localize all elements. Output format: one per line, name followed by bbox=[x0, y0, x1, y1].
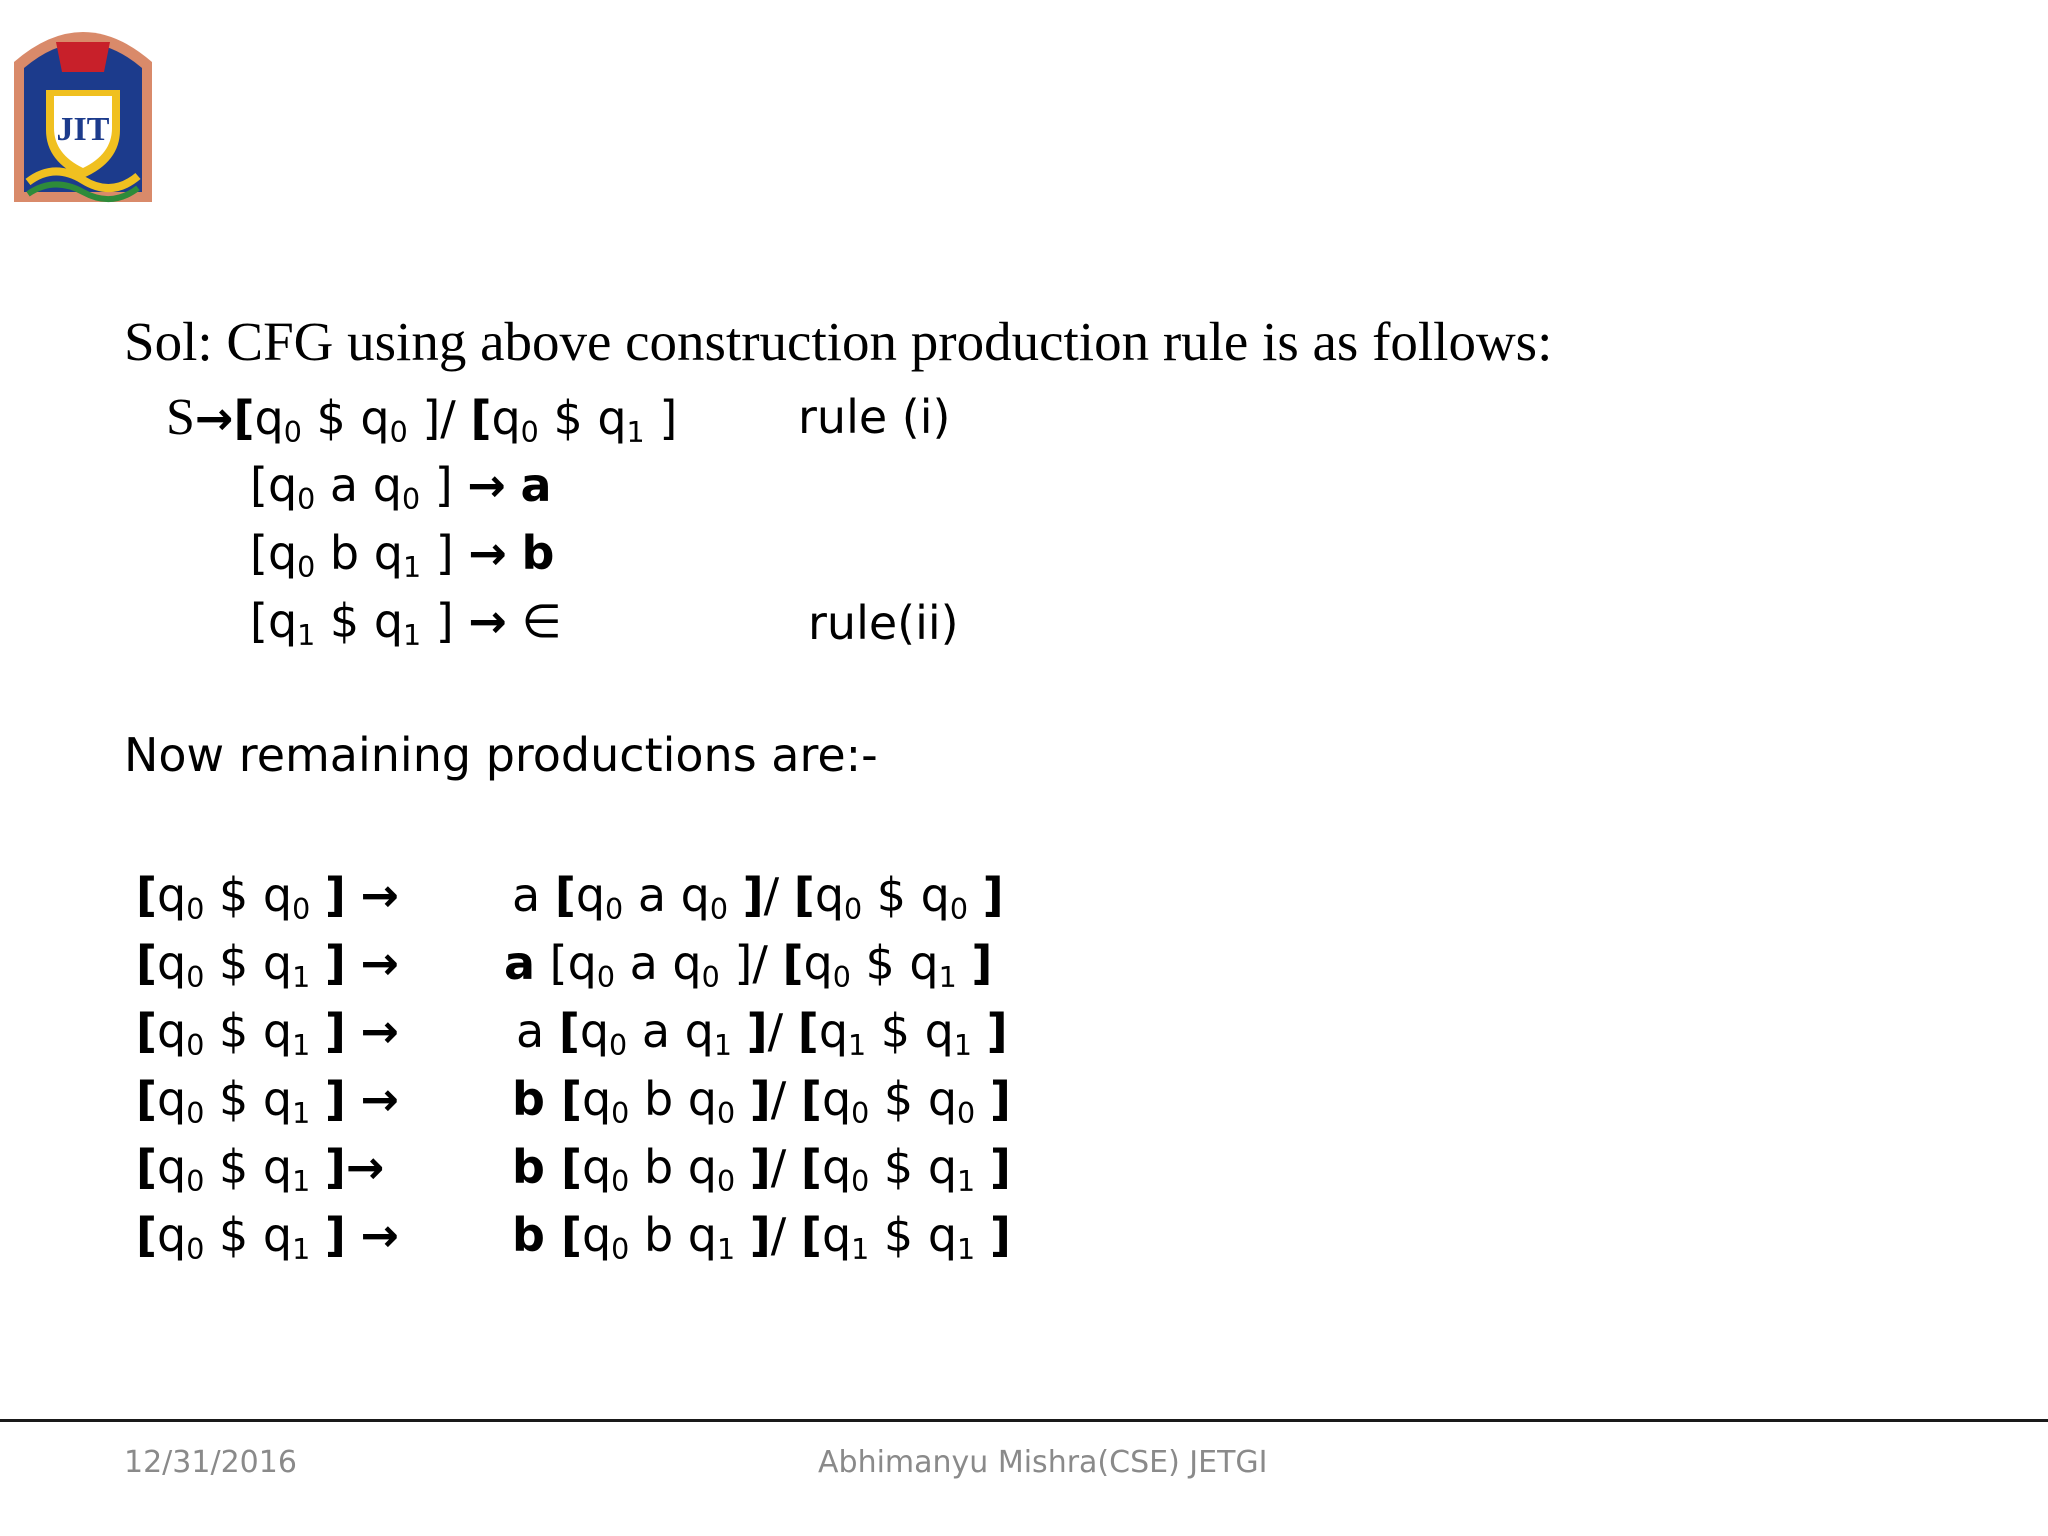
epsilon-symbol: ∈ bbox=[521, 594, 562, 648]
rule-label-1: rule (i) bbox=[798, 390, 951, 444]
production-line-3: [$q_0$ b $q_1$ ] → b bbox=[250, 526, 555, 584]
remaining-lhs-2: [$q_0$ $ $q_1$ ] → bbox=[136, 936, 400, 994]
logo-text: JIT bbox=[56, 111, 110, 148]
remaining-lhs-5: [$q_0$ $ $q_1$ ]→ bbox=[136, 1140, 385, 1198]
remaining-rhs-4: b [$q_0$ b $q_0$ ]/ [$q_0$ $ $q_0$ ] bbox=[512, 1072, 1011, 1130]
college-logo bbox=[4, 12, 162, 208]
remaining-lhs-1: [$q_0$ $ $q_0$ ] → bbox=[136, 868, 400, 926]
remaining-rhs-6: b [$q_0$ b $q_1$ ]/ [$q_1$ $ $q_1$ ] bbox=[512, 1208, 1011, 1266]
rule-label-2: rule(ii) bbox=[808, 596, 959, 650]
bracket: [ bbox=[470, 391, 492, 445]
arrow-symbol: → bbox=[468, 594, 507, 648]
remaining-rhs-1: a [$q_0$ a $q_0$ ]/ [$q_0$ $ $q_0$ ] bbox=[512, 868, 1004, 926]
remaining-lhs-4: [$q_0$ $ $q_1$ ] → bbox=[136, 1072, 400, 1130]
production-line-1: $S\to[q_0$ $ $q_0$ ]/ [$q_0$ $ $q_1$ ] bbox=[166, 389, 678, 449]
bracket: [ bbox=[233, 391, 255, 445]
remaining-rhs-2: a [$q_0$ a $q_0$ ]/ [$q_0$ $ $q_1$ ] bbox=[504, 936, 993, 994]
production-line-4: [$q_1$ $ $q_1$ ] → ∈ bbox=[250, 594, 562, 652]
footer-author: Abhimanyu Mishra(CSE) JETGI bbox=[818, 1445, 1268, 1480]
arrow-symbol: → bbox=[345, 1140, 385, 1194]
production-line-2: [$q_0$ a $q_0$ ] → a bbox=[250, 458, 552, 516]
start-symbol: S bbox=[166, 389, 195, 446]
remaining-rhs-3: a [$q_0$ a $q_1$ ]/ [$q_1$ $ $q_1$ ] bbox=[516, 1004, 1008, 1062]
solution-heading: Sol: CFG using above construction production rule is as follows: bbox=[124, 311, 1553, 372]
arrow-symbol: → bbox=[194, 391, 234, 445]
arrow-symbol: → bbox=[360, 1208, 400, 1262]
arrow-symbol: → bbox=[467, 458, 506, 512]
arrow-symbol: → bbox=[360, 1072, 400, 1126]
section-title: Now remaining productions are:- bbox=[124, 728, 878, 782]
arrow-symbol: → bbox=[360, 868, 400, 922]
footer-divider bbox=[0, 1419, 2048, 1422]
arrow-symbol: → bbox=[468, 526, 507, 580]
remaining-lhs-3: [$q_0$ $ $q_1$ ] → bbox=[136, 1004, 400, 1062]
arrow-symbol: → bbox=[360, 1004, 400, 1058]
arrow-symbol: → bbox=[360, 936, 400, 990]
footer-date: 12/31/2016 bbox=[124, 1445, 297, 1480]
remaining-rhs-5: b [$q_0$ b $q_0$ ]/ [$q_0$ $ $q_1$ ] bbox=[512, 1140, 1011, 1198]
remaining-lhs-6: [$q_0$ $ $q_1$ ] → bbox=[136, 1208, 400, 1266]
